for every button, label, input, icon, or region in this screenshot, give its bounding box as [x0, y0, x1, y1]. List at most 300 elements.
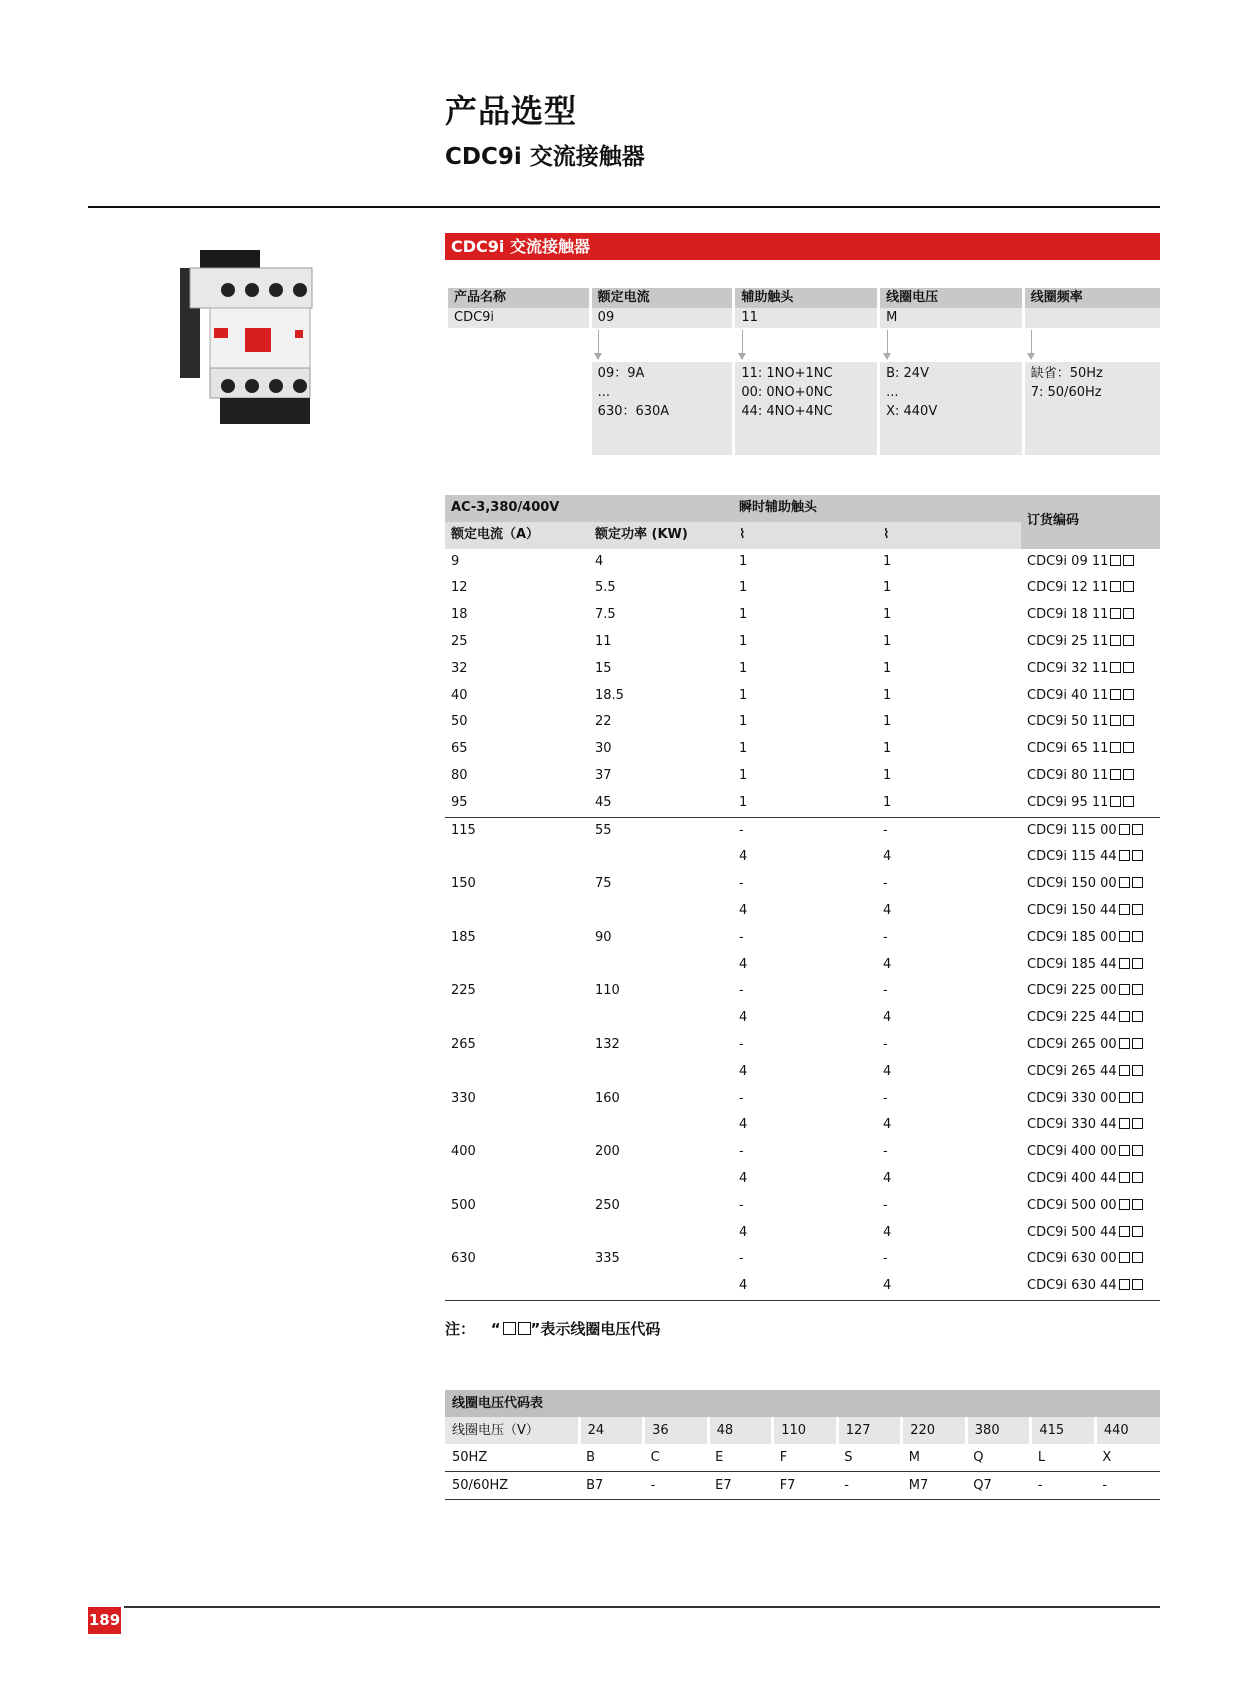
coil-5060hz-code: - — [837, 1472, 902, 1500]
coil-voltage-cell: 380 — [966, 1417, 1031, 1444]
cell-nc-text: 1 — [883, 580, 892, 596]
cell-order-code — [1021, 549, 1160, 576]
cell-no-text: - — [739, 1144, 744, 1160]
placeholder-box-icon — [1110, 715, 1121, 726]
cell-current — [445, 871, 589, 898]
cell-order-code — [1021, 1139, 1160, 1166]
sel-header-aux: 辅助触头 — [734, 288, 879, 308]
coil-50hz-code: F — [773, 1444, 838, 1472]
coil-5060hz-code: - — [1095, 1472, 1160, 1500]
cell-current — [445, 763, 589, 790]
cell-order-code — [1021, 763, 1160, 790]
coil-voltage-cell: 48 — [708, 1417, 773, 1444]
table-row — [445, 575, 1160, 602]
cell-power-text: 45 — [595, 794, 612, 810]
cell-power — [589, 898, 733, 925]
cell-no — [733, 709, 877, 736]
cell-order-code-text: CDC9i 80 11 — [1027, 767, 1109, 783]
cell-power — [589, 575, 733, 602]
cell-power — [589, 763, 733, 790]
cell-order-code — [1021, 1086, 1160, 1113]
cell-no — [733, 1193, 877, 1220]
placeholder-box-icon — [1123, 608, 1134, 619]
cell-nc — [877, 575, 1021, 602]
table-row — [445, 683, 1160, 710]
cell-order-code-text: CDC9i 115 00 — [1027, 822, 1117, 838]
cell-nc-text: 4 — [883, 902, 892, 918]
cell-no-text: 4 — [739, 849, 748, 865]
cell-no — [733, 549, 877, 576]
placeholder-box-icon — [1132, 1199, 1143, 1210]
table-row — [445, 898, 1160, 925]
cell-nc-text: - — [883, 1197, 888, 1213]
placeholder-box-icon — [1132, 850, 1143, 861]
cell-power-text: 4 — [595, 553, 604, 569]
placeholder-box-icon — [1132, 958, 1143, 969]
cell-no-text: 4 — [739, 1170, 748, 1186]
cell-power — [589, 549, 733, 576]
cell-current-text: 9 — [451, 553, 460, 569]
placeholder-box-icon — [1119, 1252, 1130, 1263]
placeholder-box-icon — [1123, 689, 1134, 700]
col-header-no-contact: ⌇ — [733, 522, 877, 549]
cell-power — [589, 1166, 733, 1193]
sel-value-freq — [1023, 308, 1160, 328]
cell-no — [733, 1246, 877, 1273]
section-banner: CDC9i 交流接触器 — [445, 233, 1160, 260]
cell-nc-text: - — [883, 1090, 888, 1106]
cell-power-text: 335 — [595, 1251, 620, 1267]
col-header-current: 额定电流（A） — [445, 522, 589, 549]
cell-order-code — [1021, 925, 1160, 952]
cell-power — [589, 1273, 733, 1300]
cell-nc — [877, 1193, 1021, 1220]
page-number: 189 — [88, 1607, 121, 1634]
cell-current-text: 50 — [451, 714, 468, 730]
placeholder-box-icon — [1132, 1118, 1143, 1129]
placeholder-box-icon — [1119, 931, 1130, 942]
placeholder-box-icon — [1132, 1226, 1143, 1237]
cell-current — [445, 790, 589, 817]
cell-no-text: 1 — [739, 607, 748, 623]
cell-order-code — [1021, 817, 1160, 844]
placeholder-box-icon — [1132, 1065, 1143, 1076]
sel-header-current: 额定电流 — [590, 288, 734, 308]
cell-no — [733, 1139, 877, 1166]
cell-power — [589, 978, 733, 1005]
cell-current-text: 95 — [451, 794, 468, 810]
placeholder-box-icon — [1119, 984, 1130, 995]
cell-nc — [877, 978, 1021, 1005]
table-row — [445, 844, 1160, 871]
cell-nc — [877, 790, 1021, 817]
cell-nc-text: - — [883, 983, 888, 999]
cell-current-text: 400 — [451, 1144, 476, 1160]
cell-current — [445, 1273, 589, 1300]
cell-current-text: 225 — [451, 983, 476, 999]
coil-50hz-label: 50HZ — [445, 1444, 579, 1472]
cell-nc — [877, 817, 1021, 844]
table-row — [445, 790, 1160, 817]
sel-value-current: 09 — [590, 308, 734, 328]
selection-table — [445, 288, 1160, 455]
cell-power-text: 11 — [595, 633, 612, 649]
cell-current-text: 115 — [451, 822, 476, 838]
cell-no-text: 4 — [739, 902, 748, 918]
placeholder-box-icon — [1119, 1118, 1130, 1129]
group-header-ac3: AC-3,380/400V — [445, 495, 733, 522]
placeholder-box-icon — [1110, 769, 1121, 780]
coil-voltage-cell: 220 — [902, 1417, 967, 1444]
coil-5060hz-code: - — [1031, 1472, 1096, 1500]
sel-detail-voltage: B: 24V ... X: 440V — [879, 362, 1024, 455]
cell-current — [445, 925, 589, 952]
cell-power-text: 55 — [595, 822, 612, 838]
cell-nc-text: 4 — [883, 1010, 892, 1026]
placeholder-box-icon — [1123, 769, 1134, 780]
cell-no — [733, 1220, 877, 1247]
cell-no-text: - — [739, 983, 744, 999]
cell-no-text: - — [739, 822, 744, 838]
col-header-power: 额定功率 (KW) — [589, 522, 733, 549]
placeholder-box-icon — [1119, 1065, 1130, 1076]
placeholder-box-icon — [1119, 1011, 1130, 1022]
cell-current — [445, 1086, 589, 1113]
cell-nc-text: 1 — [883, 767, 892, 783]
cell-no-text: 4 — [739, 1010, 748, 1026]
cell-current-text: 80 — [451, 767, 468, 783]
cell-order-code-text: CDC9i 150 44 — [1027, 902, 1117, 918]
cell-nc-text: - — [883, 1144, 888, 1160]
cell-nc — [877, 1112, 1021, 1139]
table-row — [445, 602, 1160, 629]
placeholder-box-icon — [1119, 850, 1130, 861]
cell-no — [733, 629, 877, 656]
cell-nc-text: 1 — [883, 794, 892, 810]
table-row — [445, 952, 1160, 979]
sel-header-freq: 线圈频率 — [1023, 288, 1160, 308]
coil-table-caption: 线圈电压代码表 — [445, 1390, 1160, 1417]
placeholder-box-icon — [1119, 877, 1130, 888]
placeholder-box-icon — [1132, 1092, 1143, 1103]
cell-no — [733, 1005, 877, 1032]
cell-no-text: - — [739, 1036, 744, 1052]
cell-order-code — [1021, 790, 1160, 817]
sel-value-aux: 11 — [734, 308, 879, 328]
coil-50hz-code: M — [902, 1444, 967, 1472]
cell-power-text: 200 — [595, 1144, 620, 1160]
cell-nc-text: 1 — [883, 714, 892, 730]
placeholder-box-icon — [1132, 1011, 1143, 1022]
table-row — [445, 1220, 1160, 1247]
cell-nc — [877, 656, 1021, 683]
placeholder-box-icon — [1123, 662, 1134, 673]
cell-no-text: 1 — [739, 794, 748, 810]
cell-order-code — [1021, 1193, 1160, 1220]
cell-no — [733, 898, 877, 925]
cell-current — [445, 549, 589, 576]
cell-nc — [877, 1273, 1021, 1300]
cell-current — [445, 629, 589, 656]
cell-order-code — [1021, 1273, 1160, 1300]
cell-nc — [877, 898, 1021, 925]
cell-no — [733, 736, 877, 763]
cell-current — [445, 1193, 589, 1220]
cell-no — [733, 817, 877, 844]
coil-5060hz-label: 50/60HZ — [445, 1472, 579, 1500]
cell-nc-text: 4 — [883, 956, 892, 972]
placeholder-box-icon — [1132, 1038, 1143, 1049]
coil-50hz-code: B — [579, 1444, 644, 1472]
cell-order-code-text: CDC9i 65 11 — [1027, 741, 1109, 757]
cell-order-code — [1021, 1112, 1160, 1139]
cell-power — [589, 1193, 733, 1220]
cell-nc — [877, 925, 1021, 952]
header-divider — [88, 206, 1160, 208]
cell-nc — [877, 1220, 1021, 1247]
placeholder-box-icon — [1119, 1092, 1130, 1103]
cell-power — [589, 683, 733, 710]
placeholder-box-icon — [1119, 1038, 1130, 1049]
cell-nc-text: 4 — [883, 1117, 892, 1133]
cell-power-text: 160 — [595, 1090, 620, 1106]
cell-order-code — [1021, 871, 1160, 898]
cell-order-code — [1021, 1246, 1160, 1273]
cell-power-text: 5.5 — [595, 580, 616, 596]
arrow-down-icon — [598, 330, 599, 354]
cell-order-code — [1021, 952, 1160, 979]
cell-no — [733, 1112, 877, 1139]
placeholder-box-icon — [503, 1322, 516, 1335]
cell-power — [589, 736, 733, 763]
table-row — [445, 817, 1160, 844]
cell-nc-text: 1 — [883, 633, 892, 649]
placeholder-box-icon — [1123, 555, 1134, 566]
sel-detail-freq: 缺省：50Hz 7: 50/60Hz — [1023, 362, 1160, 455]
cell-no-text: 4 — [739, 1224, 748, 1240]
coil-voltage-table — [445, 1390, 1160, 1500]
cell-no — [733, 656, 877, 683]
placeholder-box-icon — [1110, 796, 1121, 807]
cell-order-code-text: CDC9i 400 00 — [1027, 1144, 1117, 1160]
cell-current-text: 185 — [451, 929, 476, 945]
coil-voltage-cell: 440 — [1095, 1417, 1160, 1444]
cell-no — [733, 978, 877, 1005]
cell-order-code — [1021, 736, 1160, 763]
cell-nc-text: 1 — [883, 607, 892, 623]
cell-nc-text: - — [883, 822, 888, 838]
cell-current-text: 12 — [451, 580, 468, 596]
placeholder-box-icon — [1132, 824, 1143, 835]
cell-order-code-text: CDC9i 400 44 — [1027, 1170, 1117, 1186]
table-row — [445, 1032, 1160, 1059]
cell-nc-text: - — [883, 1251, 888, 1267]
cell-nc — [877, 1086, 1021, 1113]
table-row — [445, 1166, 1160, 1193]
cell-no — [733, 602, 877, 629]
cell-order-code-text: CDC9i 09 11 — [1027, 553, 1109, 569]
cell-power — [589, 1086, 733, 1113]
col-header-nc-contact: ⌇ — [877, 522, 1021, 549]
footnote-prefix: 注： — [445, 1320, 476, 1338]
cell-order-code-text: CDC9i 265 44 — [1027, 1063, 1117, 1079]
cell-no-text: 1 — [739, 553, 748, 569]
cell-power-text: 75 — [595, 876, 612, 892]
cell-order-code-text: CDC9i 330 00 — [1027, 1090, 1117, 1106]
placeholder-box-icon — [1119, 958, 1130, 969]
cell-order-code-text: CDC9i 95 11 — [1027, 794, 1109, 810]
cell-power — [589, 790, 733, 817]
coil-voltage-cell: 24 — [579, 1417, 644, 1444]
cell-order-code-text: CDC9i 12 11 — [1027, 580, 1109, 596]
cell-current — [445, 1059, 589, 1086]
coil-50hz-code: S — [837, 1444, 902, 1472]
cell-current — [445, 1112, 589, 1139]
cell-order-code-text: CDC9i 330 44 — [1027, 1117, 1117, 1133]
cell-current — [445, 952, 589, 979]
cell-order-code-text: CDC9i 225 00 — [1027, 983, 1117, 999]
cell-order-code-text: CDC9i 18 11 — [1027, 607, 1109, 623]
cell-current — [445, 1032, 589, 1059]
cell-order-code-text: CDC9i 630 44 — [1027, 1278, 1117, 1294]
coil-5060hz-code: Q7 — [966, 1472, 1031, 1500]
cell-current — [445, 898, 589, 925]
table-row — [445, 1005, 1160, 1032]
placeholder-box-icon — [1132, 1279, 1143, 1290]
cell-nc-text: - — [883, 876, 888, 892]
placeholder-box-icon — [1110, 662, 1121, 673]
cell-nc — [877, 1032, 1021, 1059]
cell-no-text: 1 — [739, 767, 748, 783]
cell-nc — [877, 736, 1021, 763]
cell-power-text: 90 — [595, 929, 612, 945]
cell-no-text: 1 — [739, 687, 748, 703]
table-row — [445, 736, 1160, 763]
cell-current-text: 330 — [451, 1090, 476, 1106]
table-row — [445, 629, 1160, 656]
cell-order-code — [1021, 1032, 1160, 1059]
cell-no-text: 4 — [739, 1278, 748, 1294]
cell-nc-text: - — [883, 1036, 888, 1052]
cell-order-code — [1021, 1005, 1160, 1032]
placeholder-box-icon — [1132, 1252, 1143, 1263]
table-row — [445, 1273, 1160, 1300]
table-row — [445, 1246, 1160, 1273]
coil-voltage-label: 线圈电压（V） — [445, 1417, 579, 1444]
cell-no — [733, 1166, 877, 1193]
coil-50hz-code: X — [1095, 1444, 1160, 1472]
cell-power — [589, 1139, 733, 1166]
cell-order-code-text: CDC9i 40 11 — [1027, 687, 1109, 703]
cell-nc — [877, 602, 1021, 629]
sel-value-voltage: M — [879, 308, 1024, 328]
group-header-aux: 瞬时辅助触头 — [733, 495, 1021, 522]
cell-current-text: 40 — [451, 687, 468, 703]
coil-5060hz-code: M7 — [902, 1472, 967, 1500]
placeholder-box-icon — [1132, 1172, 1143, 1183]
cell-no-text: - — [739, 1197, 744, 1213]
sel-detail-current: 09：9A ... 630：630A — [590, 362, 734, 455]
cell-order-code-text: CDC9i 185 00 — [1027, 929, 1117, 945]
contactor-product-image — [180, 248, 330, 438]
cell-power-text: 132 — [595, 1036, 620, 1052]
cell-no-text: - — [739, 1090, 744, 1106]
cell-current-text: 65 — [451, 741, 468, 757]
cell-current-text: 18 — [451, 607, 468, 623]
placeholder-box-icon — [1119, 1199, 1130, 1210]
placeholder-box-icon — [1110, 608, 1121, 619]
placeholder-box-icon — [1132, 984, 1143, 995]
cell-current — [445, 683, 589, 710]
footnote — [445, 1318, 660, 1339]
cell-power-text: 18.5 — [595, 687, 624, 703]
cell-nc — [877, 1166, 1021, 1193]
cell-no — [733, 575, 877, 602]
placeholder-box-icon — [1110, 555, 1121, 566]
cell-order-code — [1021, 1166, 1160, 1193]
cell-current — [445, 1220, 589, 1247]
cell-no-text: 1 — [739, 660, 748, 676]
cell-no-text: 1 — [739, 633, 748, 649]
cell-current — [445, 1005, 589, 1032]
coil-voltage-cell: 36 — [644, 1417, 709, 1444]
cell-order-code-text: CDC9i 500 44 — [1027, 1224, 1117, 1240]
table-row — [445, 1112, 1160, 1139]
cell-nc — [877, 1005, 1021, 1032]
coil-voltage-cell: 127 — [837, 1417, 902, 1444]
cell-power — [589, 709, 733, 736]
cell-no-text: 4 — [739, 956, 748, 972]
cell-current — [445, 1139, 589, 1166]
cell-no-text: 4 — [739, 1117, 748, 1133]
cell-current-text: 265 — [451, 1036, 476, 1052]
cell-nc-text: 1 — [883, 553, 892, 569]
cell-no-text: 4 — [739, 1063, 748, 1079]
footnote-text: ”表示线圈电压代码 — [530, 1320, 661, 1338]
cell-nc — [877, 709, 1021, 736]
cell-nc-text: 1 — [883, 687, 892, 703]
page-subtitle: CDC9i 交流接触器 — [445, 144, 645, 170]
cell-power — [589, 817, 733, 844]
cell-nc-text: 1 — [883, 660, 892, 676]
cell-power — [589, 1112, 733, 1139]
cell-nc — [877, 1139, 1021, 1166]
table-row — [445, 978, 1160, 1005]
cell-order-code-text: CDC9i 115 44 — [1027, 849, 1117, 865]
footnote-quote-open: “ — [490, 1320, 501, 1338]
cell-order-code-text: CDC9i 150 00 — [1027, 876, 1117, 892]
cell-current-text: 25 — [451, 633, 468, 649]
placeholder-box-icon — [1110, 635, 1121, 646]
cell-power — [589, 1005, 733, 1032]
cell-nc-text: 4 — [883, 1224, 892, 1240]
cell-order-code — [1021, 629, 1160, 656]
table-row — [445, 709, 1160, 736]
page-title: 产品选型 — [445, 92, 578, 130]
coil-50hz-code: L — [1031, 1444, 1096, 1472]
cell-current — [445, 817, 589, 844]
cell-current — [445, 602, 589, 629]
sel-value-name: CDC9i — [447, 308, 591, 328]
cell-nc — [877, 871, 1021, 898]
table-row — [445, 1086, 1160, 1113]
table-row — [445, 763, 1160, 790]
cell-nc — [877, 763, 1021, 790]
cell-order-code-text: CDC9i 50 11 — [1027, 714, 1109, 730]
cell-power — [589, 1059, 733, 1086]
cell-order-code-text: CDC9i 185 44 — [1027, 956, 1117, 972]
cell-current — [445, 1246, 589, 1273]
